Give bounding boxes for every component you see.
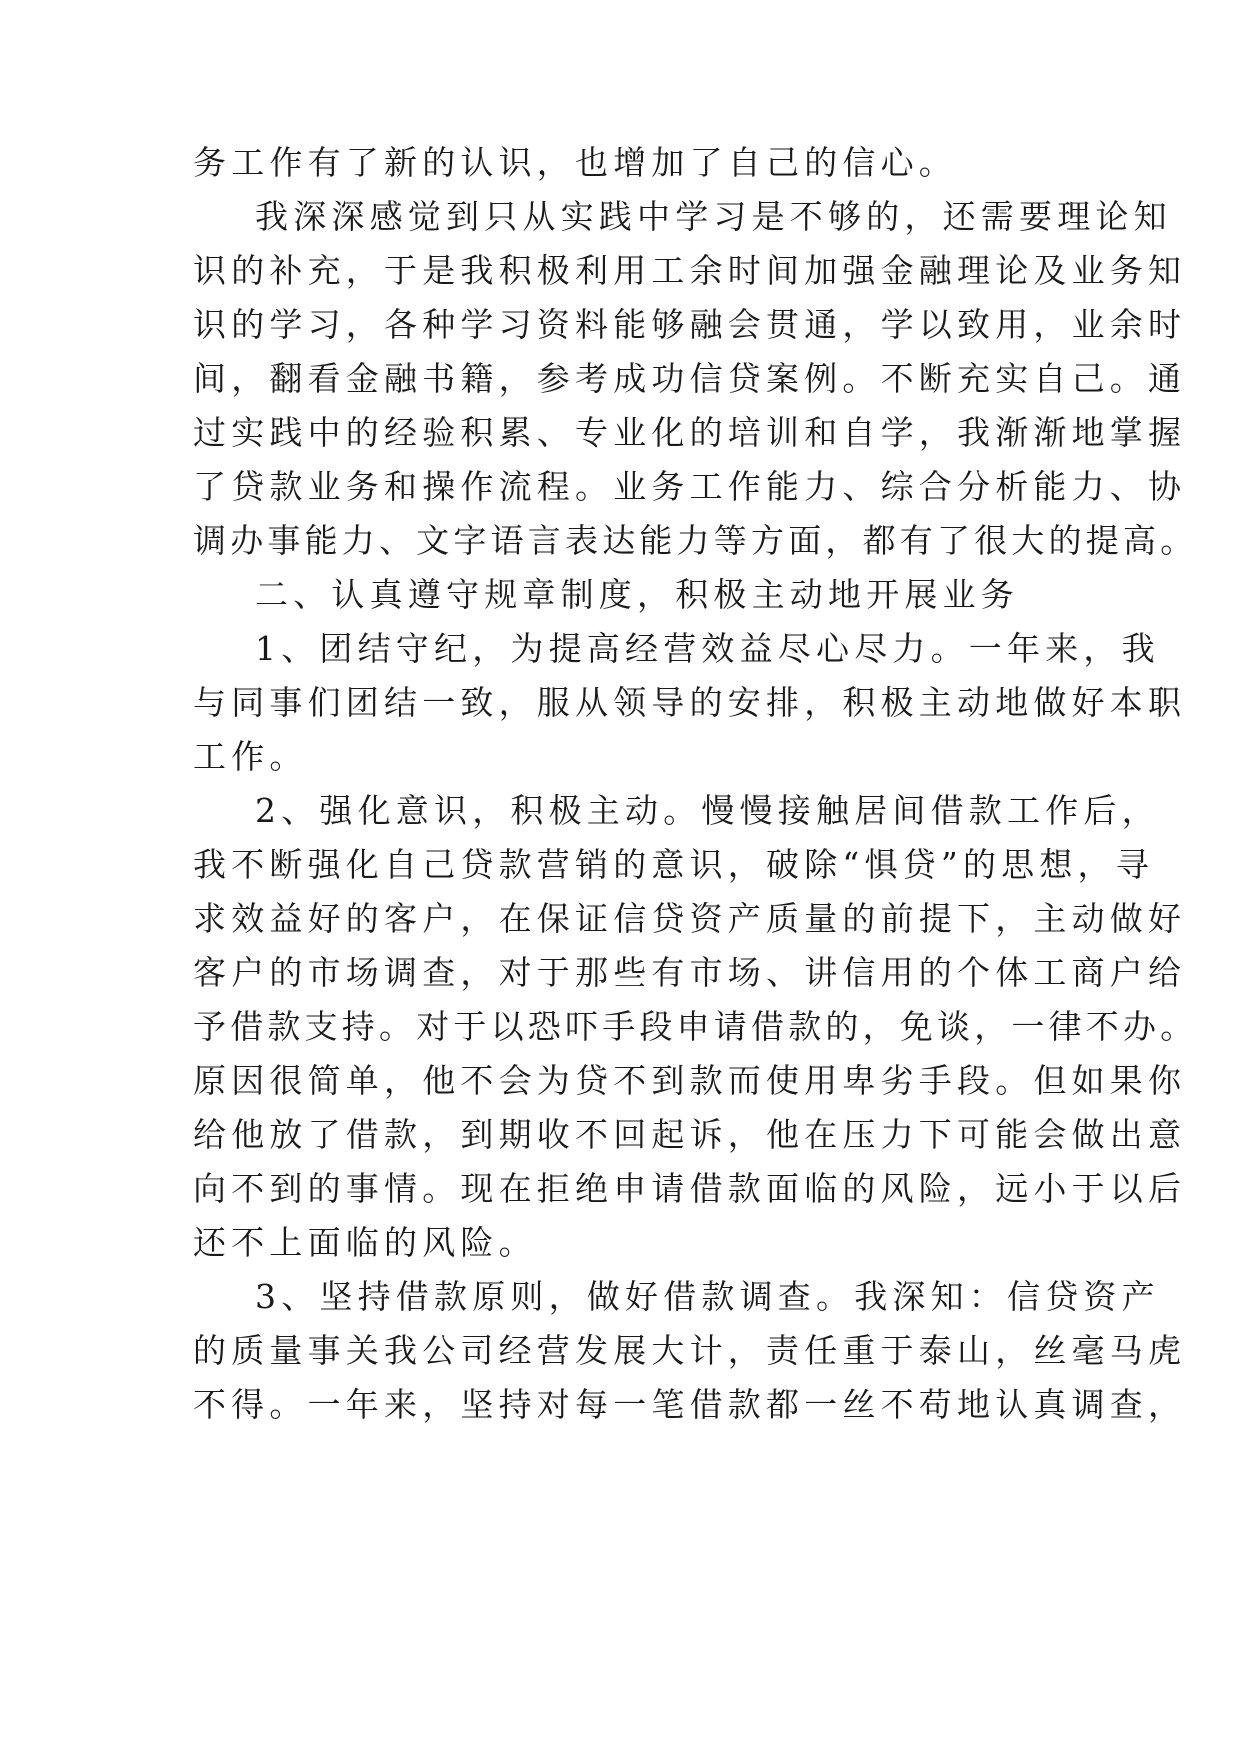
text-line: 识的补充，于是我积极利用工余时间加强金融理论及业务知	[193, 251, 1187, 290]
text-line: 给他放了借款，到期收不回起诉，他在压力下可能会做出意	[193, 1115, 1187, 1154]
text-line: 工作。	[193, 737, 308, 776]
text-line: 务工作有了新的认识，也增加了自己的信心。	[193, 143, 957, 182]
text-line: 调办事能力、文字语言表达能力等方面，都有了很大的提高。	[193, 521, 1198, 560]
paragraph-start-line: 我深深感觉到只从实践中学习是不够的，还需要理论知	[255, 197, 1172, 236]
text-line: 间，翻看金融书籍，参考成功信贷案例。不断充实自己。通	[193, 359, 1187, 398]
text-line: 识的学习，各种学习资料能够融会贯通，学以致用，业余时	[193, 305, 1187, 344]
text-line: 过实践中的经验积累、专业化的培训和自学，我渐渐地掌握	[193, 413, 1187, 452]
text-line: 的质量事关我公司经营发展大计，责任重于泰山，丝毫马虎	[193, 1331, 1187, 1370]
section-heading: 二、认真遵守规章制度，积极主动地开展业务	[255, 575, 1019, 614]
text-line: 向不到的事情。现在拒绝申请借款面临的风险，远小于以后	[193, 1169, 1187, 1208]
paragraph-start-line: 2、强化意识，积极主动。慢慢接触居间借款工作后，	[255, 791, 1160, 830]
text-line: 不得。一年来，坚持对每一笔借款都一丝不苟地认真调查，	[193, 1385, 1187, 1424]
paragraph-start-line: 3、坚持借款原则，做好借款调查。我深知：信贷资产	[255, 1277, 1160, 1316]
text-line: 予借款支持。对于以恐吓手段申请借款的，免谈，一律不办。	[193, 1007, 1198, 1046]
text-line: 与同事们团结一致，服从领导的安排，积极主动地做好本职	[193, 683, 1187, 722]
text-line: 我不断强化自己贷款营销的意识，破除“惧贷”的思想，寻	[193, 845, 1154, 884]
text-line: 了贷款业务和操作流程。业务工作能力、综合分析能力、协	[193, 467, 1187, 506]
text-line: 客户的市场调查，对于那些有市场、讲信用的个体工商户给	[193, 953, 1187, 992]
text-line: 原因很简单，他不会为贷不到款而使用卑劣手段。但如果你	[193, 1061, 1187, 1100]
text-line: 求效益好的客户，在保证信贷资产质量的前提下，主动做好	[193, 899, 1187, 938]
paragraph-start-line: 1、团结守纪，为提高经营效益尽心尽力。一年来，我	[255, 629, 1160, 668]
text-line: 还不上面临的风险。	[193, 1223, 537, 1262]
